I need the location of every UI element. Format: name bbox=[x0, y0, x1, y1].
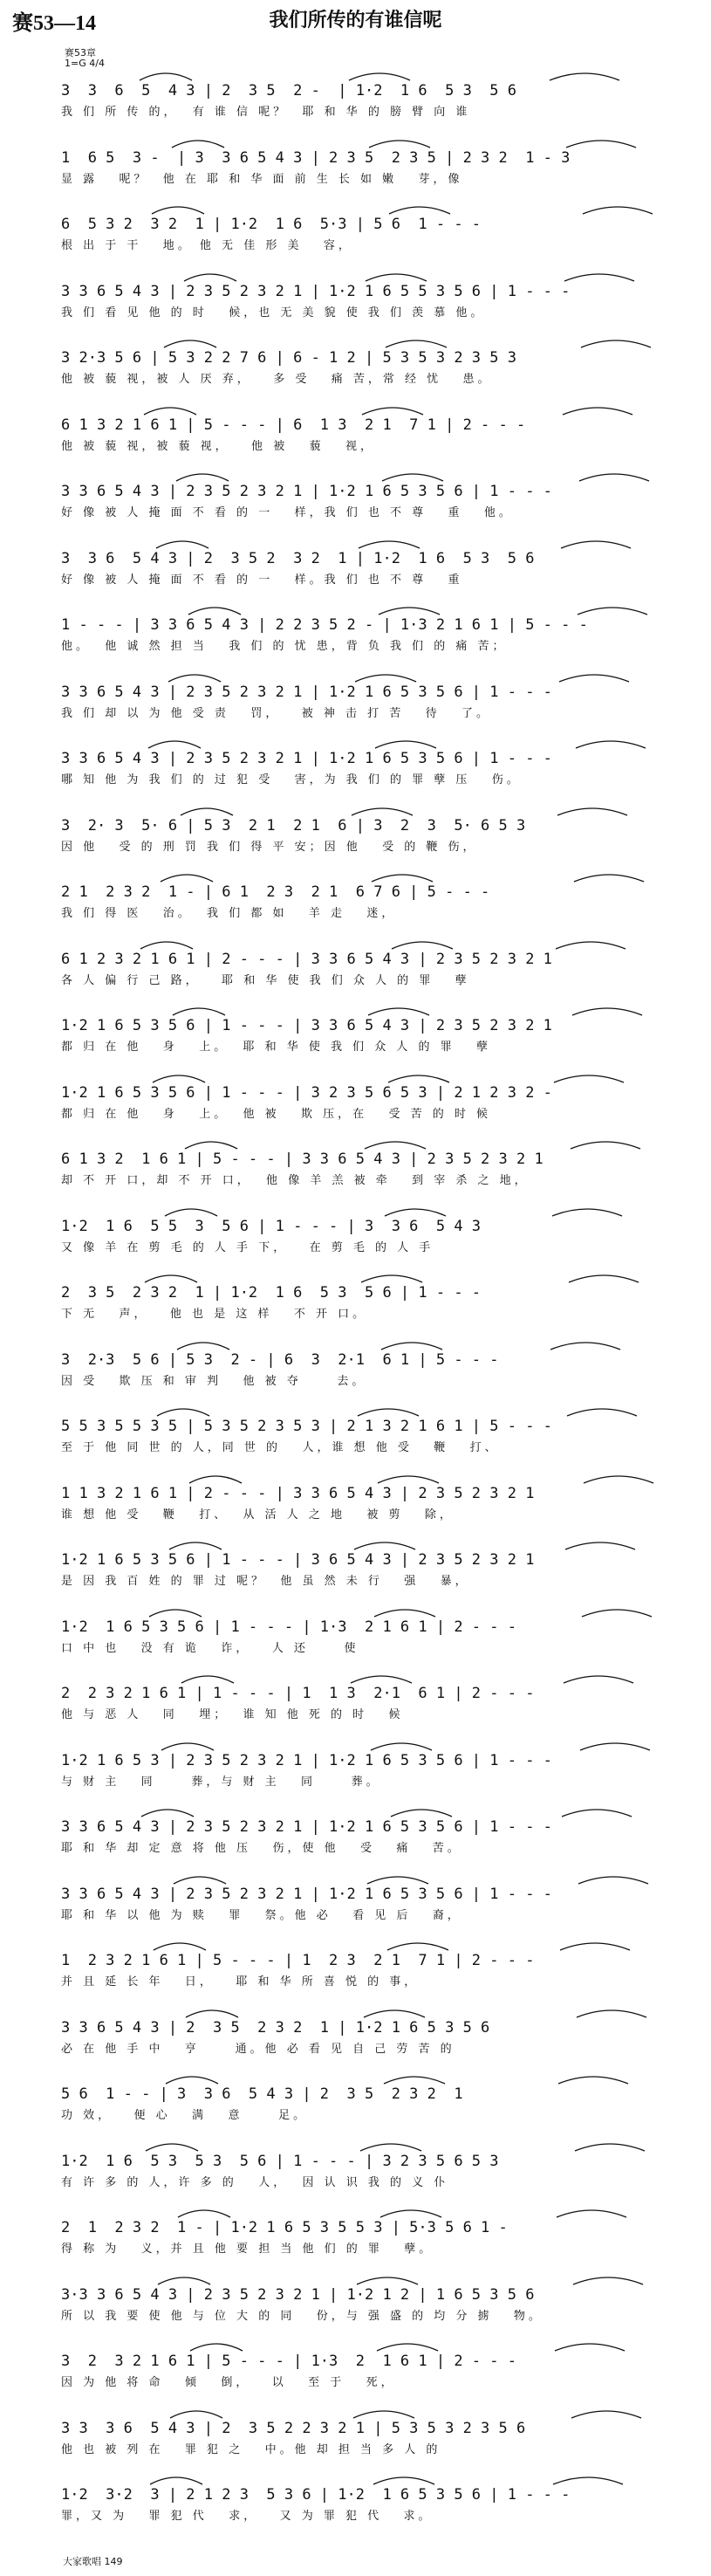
lyric-line: 他。 他 诚 然 担 当 我 们 的 忧 患，背 负 我 们 的 痛 苦； bbox=[61, 640, 508, 653]
lyric-line: 都 归 在 他 身 上。 他 被 欺 压，在 受 苦 的 时 候 bbox=[61, 1107, 492, 1121]
note-line: 1·2 1 6 5 3 5 6 | 1 - - - | 3 3 6 5 4 3 | 2 3 5 2 3 2 1 bbox=[61, 1017, 552, 1034]
note-line: 2 1 2 3 2 1 - | 6 1 2 3 2 1 6 7 6 | 5 - - - bbox=[61, 883, 490, 901]
lyric-line: 至 于 他 同 世 的 人，同 世 的 人，谁 想 他 受 鞭 打、 bbox=[61, 1441, 500, 1454]
score-row bbox=[61, 996, 707, 1057]
lyric-line: 他 被 藐 视，被 藐 视， 他 被 藐 视， bbox=[61, 439, 375, 453]
score-row bbox=[61, 195, 707, 256]
slur-marks bbox=[61, 1197, 707, 1218]
score-row bbox=[61, 1797, 707, 1858]
slur-marks bbox=[61, 1998, 707, 2019]
lyric-line: 口 中 也 没 有 诡 诈， 人 还 使 bbox=[61, 1641, 359, 1655]
note-line: 1·2 1 6 5 3 5 6 | 1 - - - | 3 6 5 4 3 | 2 3 5 2 3 2 1 bbox=[61, 1551, 535, 1569]
score-row bbox=[61, 61, 707, 122]
note-line: 3 3 6 5 4 3 | 2 3 5 2 3 2 1 | 1·2 1 6 5 5 3 5 6 | 1 - - - bbox=[61, 282, 571, 300]
score-row bbox=[61, 2132, 707, 2193]
score-row bbox=[61, 328, 707, 389]
note-line: 3 3 6 5 4 3 | 2 3 5 2 3 2 1 | 1·2 1 6 5 3 5 6 bbox=[61, 549, 535, 567]
note-line: 1 - - - | 3 3 6 5 4 3 | 2 2 3 5 2 - | 1·3 2 1 6 1 | 5 - - - bbox=[61, 616, 588, 634]
lyric-line: 好 像 被 人 掩 面 不 看 的 一 样。我 们 也 不 尊 重 bbox=[61, 573, 463, 587]
score-row bbox=[61, 663, 707, 724]
score-row bbox=[61, 1998, 707, 2059]
note-line: 6 1 3 2 1 6 1 | 5 - - - | 6 1 3 2 1 7 1 | 2 - - - bbox=[61, 416, 526, 434]
lyric-line: 与 财 主 同 葬，与 财 主 同 葬。 bbox=[61, 1775, 381, 1789]
slur-marks bbox=[61, 2265, 707, 2286]
score-row bbox=[61, 529, 707, 590]
slur-marks bbox=[61, 729, 707, 750]
slur-marks bbox=[61, 1330, 707, 1351]
lyric-line: 我 们 所 传 的， 有 谁 信 呢？ 耶 和 华 的 膀 臂 向 谁 bbox=[61, 106, 471, 119]
slur-marks bbox=[61, 2399, 707, 2420]
lyric-line: 谁 想 他 受 鞭 打、 从 活 人 之 地 被 剪 除， bbox=[61, 1508, 455, 1522]
score-row bbox=[61, 1664, 707, 1725]
score-row bbox=[61, 462, 707, 523]
slur-marks bbox=[61, 1397, 707, 1418]
note-line: 2 3 5 2 3 2 1 | 1·2 1 6 5 3 5 6 | 1 - - - bbox=[61, 1284, 482, 1302]
slur-marks bbox=[61, 529, 707, 550]
note-line: 1·2 1 6 5 3 5 6 | 1 - - - | 3 2 3 5 6 5 3 | 2 1 2 3 2 - bbox=[61, 1083, 552, 1102]
lyric-line: 因 受 欺 压 和 审 判 他 被 夺 去。 bbox=[61, 1374, 367, 1388]
key-signature: 1=G 4/4 bbox=[65, 58, 105, 69]
lyric-line: 有 许 多 的 人，许 多 的 人， 因 认 识 我 的 义 仆 bbox=[61, 2175, 449, 2189]
lyric-line: 哪 知 他 为 我 们 的 过 犯 受 害，为 我 们 的 罪 孽 压 伤。 bbox=[61, 773, 522, 787]
source-label: 赛53章 bbox=[65, 47, 96, 58]
note-line: 3 2·3 5 6 | 5 3 2 - | 6 3 2·1 6 1 | 5 - - - bbox=[61, 1350, 499, 1369]
score-row bbox=[61, 1865, 707, 1926]
score-row bbox=[61, 1330, 707, 1391]
slur-marks bbox=[61, 61, 707, 82]
score-row bbox=[61, 1464, 707, 1525]
score-row bbox=[61, 796, 707, 857]
slur-marks bbox=[61, 663, 707, 683]
slur-marks bbox=[61, 1797, 707, 1818]
lyric-line: 根 出 于 干 地。 他 无 佳 形 美 容， bbox=[61, 239, 353, 252]
lyric-line: 必 在 他 手 中 亨 通。他 必 看 见 自 己 劳 苦 的 bbox=[61, 2042, 455, 2056]
note-line: 1·2 3·2 3 | 2 1 2 3 5 3 6 | 1·2 1 6 5 3 5 6 | 1 - - - bbox=[61, 2486, 571, 2504]
slur-marks bbox=[61, 128, 707, 149]
slur-marks bbox=[61, 796, 707, 817]
slur-marks bbox=[61, 1063, 707, 1084]
slur-marks bbox=[61, 996, 707, 1017]
footer-label: 大家歌唱 149 bbox=[63, 2556, 123, 2567]
score-row bbox=[61, 1931, 707, 1992]
note-line: 3 3 6 5 4 3 | 2 3 5 2 3 2 1 | 1·2 1 6 5 3 5 6 | 1 - - - bbox=[61, 483, 552, 500]
slur-marks bbox=[61, 1731, 707, 1752]
note-line: 3 3 6 5 4 3 | 2 3 5 2 3 2 1 | 1·2 1 6 5 3 5 6 bbox=[61, 2018, 490, 2037]
slur-marks bbox=[61, 1597, 707, 1618]
note-line: 5 6 1 - - | 3 3 6 5 4 3 | 2 3 5 2 3 2 1 bbox=[61, 2085, 463, 2103]
score-row bbox=[61, 1731, 707, 1792]
slur-marks bbox=[61, 1530, 707, 1551]
lyric-line: 耶 和 华 以 他 为 赎 罪 祭。他 必 看 见 后 裔， bbox=[61, 1908, 462, 1922]
score-row bbox=[61, 1130, 707, 1191]
note-line: 1 2 3 2 1 6 1 | 5 - - - | 1 2 3 2 1 7 1 | 2 - - - bbox=[61, 1952, 535, 1969]
note-line: 6 1 3 2 1 6 1 | 5 - - - | 3 3 6 5 4 3 | 2 3 5 2 3 2 1 bbox=[61, 1151, 544, 1168]
lyric-line: 好 像 被 人 掩 面 不 看 的 一 样，我 们 也 不 尊 重 他。 bbox=[61, 506, 514, 519]
slur-marks bbox=[61, 2198, 707, 2219]
lyric-line: 又 像 羊 在 剪 毛 的 人 手 下， 在 剪 毛 的 人 手 bbox=[61, 1240, 434, 1254]
note-line: 3 3 6 5 4 3 | 2 3 5 2 3 2 1 | 1·2 1 6 5 3 5 6 | 1 - - - bbox=[61, 1885, 552, 1903]
lyric-line: 耶 和 华 却 定 意 将 他 压 伤，使 他 受 痛 苦。 bbox=[61, 1842, 462, 1855]
score-row bbox=[61, 930, 707, 991]
score-row bbox=[61, 1397, 707, 1458]
lyric-line: 所 以 我 要 使 他 与 位 大 的 同 份，与 强 盛 的 均 分 掳 物。 bbox=[61, 2309, 544, 2323]
lyric-line: 却 不 开 口，却 不 开 口， 他 像 羊 羔 被 牵 到 宰 杀 之 地， bbox=[61, 1174, 530, 1187]
score-row bbox=[61, 1063, 707, 1124]
note-line: 3 3 3 6 5 4 3 | 2 3 5 2 2 3 2 1 | 5 3 5 3 2 3 5 6 bbox=[61, 2419, 526, 2437]
note-line: 3 3 6 5 4 3 | 2 3 5 2 3 2 1 | 1·2 1 6 5 3 5 6 | 1 - - - bbox=[61, 750, 552, 767]
slur-marks bbox=[61, 328, 707, 349]
note-line: 3·3 3 6 5 4 3 | 2 3 5 2 3 2 1 | 1·2 1 2 | 1 6 5 3 5 6 bbox=[61, 2285, 535, 2304]
slur-marks bbox=[61, 2465, 707, 2486]
lyric-line: 得 称 为 义，并 且 他 要 担 当 他 们 的 罪 孽。 bbox=[61, 2243, 434, 2256]
slur-marks bbox=[61, 2132, 707, 2153]
slur-marks bbox=[61, 930, 707, 951]
lyric-line: 因 为 他 将 命 倾 倒， 以 至 于 死， bbox=[61, 2376, 396, 2389]
lyric-line: 都 归 在 他 身 上。 耶 和 华 使 我 们 众 人 的 罪 孽 bbox=[61, 1041, 492, 1054]
lyric-line: 是 因 我 百 姓 的 罪 过 呢？ 他 虽 然 未 行 强 暴， bbox=[61, 1575, 470, 1588]
score-row bbox=[61, 729, 707, 790]
score-row bbox=[61, 128, 707, 189]
score-row bbox=[61, 862, 707, 924]
score-row bbox=[61, 1197, 707, 1258]
slur-marks bbox=[61, 1931, 707, 1952]
note-line: 1·2 1 6 5 3 | 2 3 5 2 3 2 1 | 1·2 1 6 5 3 5 6 | 1 - - - bbox=[61, 1751, 552, 1769]
slur-marks bbox=[61, 1263, 707, 1284]
slur-marks bbox=[61, 1865, 707, 1886]
slur-marks bbox=[61, 195, 707, 216]
note-line: 3 2·3 5 6 | 5 3 2 2 7 6 | 6 - 1 2 | 5 3 5 3 2 3 5 3 bbox=[61, 349, 516, 367]
note-line: 3 3 6 5 4 3 | 2 3 5 2 - | 1·2 1 6 5 3 5 6 bbox=[61, 82, 516, 100]
slur-marks bbox=[61, 595, 707, 616]
lyric-line: 并 且 延 长 年 日， 耶 和 华 所 喜 悦 的 事， bbox=[61, 1975, 420, 1989]
song-title: 我们所传的有谁信呢 bbox=[269, 9, 442, 31]
slur-marks bbox=[61, 2332, 707, 2353]
note-line: 1·2 1 6 5 3 5 6 | 1 - - - | 1·3 2 1 6 1 | 2 - - - bbox=[61, 1618, 516, 1636]
score-row bbox=[61, 395, 707, 457]
note-line: 6 1 2 3 2 1 6 1 | 2 - - - | 3 3 6 5 4 3 | 2 3 5 2 3 2 1 bbox=[61, 950, 552, 968]
lyric-line: 下 无 声， 他 也 是 这 样 不 开 口。 bbox=[61, 1308, 368, 1321]
note-line: 1·2 1 6 5 3 5 3 5 6 | 1 - - - | 3 2 3 5 6 5 3 bbox=[61, 2152, 499, 2170]
note-line: 3 3 6 5 4 3 | 2 3 5 2 3 2 1 | 1·2 1 6 5 3 5 6 | 1 - - - bbox=[61, 1818, 552, 1836]
score-row bbox=[61, 1530, 707, 1591]
score-row bbox=[61, 262, 707, 323]
lyric-line: 显 露 呢？ 他 在 耶 和 华 面 前 生 长 如 嫩 芽，像 bbox=[61, 172, 463, 186]
slur-marks bbox=[61, 1130, 707, 1151]
lyric-line: 他 与 恶 人 同 埋； 谁 知 他 死 的 时 候 bbox=[61, 1708, 404, 1721]
score-row bbox=[61, 2198, 707, 2259]
note-line: 1·2 1 6 5 5 3 5 6 | 1 - - - | 3 3 6 5 4 3 bbox=[61, 1217, 482, 1235]
note-line: 5 5 3 5 5 3 5 | 5 3 5 2 3 5 3 | 2 1 3 2 1 6 1 | 5 - - - bbox=[61, 1418, 552, 1435]
lyric-line: 他 被 藐 视，被 人 厌 弃， 多 受 痛 苦，常 经 忧 患。 bbox=[61, 373, 493, 386]
lyric-line: 各 人 偏 行 己 路， 耶 和 华 使 我 们 众 人 的 罪 孽 bbox=[61, 973, 470, 987]
score-row bbox=[61, 2399, 707, 2460]
lyric-line: 我 们 看 见 他 的 时 候，也 无 美 貌 使 我 们 羡 慕 他。 bbox=[61, 306, 486, 319]
score-row bbox=[61, 1263, 707, 1324]
note-line: 3 2 3 2 1 6 1 | 5 - - - | 1·3 2 1 6 1 | 2 - - - bbox=[61, 2353, 516, 2370]
score-row bbox=[61, 1597, 707, 1659]
lyric-line: 罪，又 为 罪 犯 代 求， 又 为 罪 犯 代 求。 bbox=[61, 2510, 434, 2523]
score-row bbox=[61, 2332, 707, 2393]
slur-marks bbox=[61, 1664, 707, 1685]
score-row bbox=[61, 2265, 707, 2326]
note-line: 6 5 3 2 3 2 1 | 1·2 1 6 5·3 | 5 6 1 - - - bbox=[61, 216, 482, 233]
lyric-line: 他 也 被 列 在 罪 犯 之 中。他 却 担 当 多 人 的 bbox=[61, 2442, 441, 2456]
slur-marks bbox=[61, 395, 707, 416]
lyric-line: 功 效， 便 心 满 意 足。 bbox=[61, 2109, 309, 2122]
slur-marks bbox=[61, 462, 707, 483]
lyric-line: 因 他 受 的 刑 罚 我 们 得 平 安；因 他 受 的 鞭 伤， bbox=[61, 840, 478, 854]
slur-marks bbox=[61, 1464, 707, 1485]
note-line: 2 2 3 2 1 6 1 | 1 - - - | 1 1 3 2·1 6 1 | 2 - - - bbox=[61, 1685, 535, 1702]
slur-marks bbox=[61, 862, 707, 883]
note-line: 1 1 3 2 1 6 1 | 2 - - - | 3 3 6 5 4 3 | 2 3 5 2 3 2 1 bbox=[61, 1484, 535, 1502]
note-line: 3 3 6 5 4 3 | 2 3 5 2 3 2 1 | 1·2 1 6 5 3 5 6 | 1 - - - bbox=[61, 683, 552, 701]
note-line: 1 6 5 3 - | 3 3 6 5 4 3 | 2 3 5 2 3 5 | 2 3 2 1 - 3 bbox=[61, 148, 571, 167]
lyric-line: 我 们 却 以 为 他 受 责 罚， 被 神 击 打 苦 待 了。 bbox=[61, 706, 492, 720]
score-row bbox=[61, 2465, 707, 2526]
note-line: 3 2· 3 5· 6 | 5 3 2 1 2 1 6 | 3 2 3 5· 6 5 3 bbox=[61, 816, 526, 835]
slur-marks bbox=[61, 262, 707, 283]
score-row bbox=[61, 2064, 707, 2126]
score-row bbox=[61, 595, 707, 656]
slur-marks bbox=[61, 2064, 707, 2085]
note-line: 2 1 2 3 2 1 - | 1·2 1 6 5 3 5 5 3 | 5·3 5 6 1 - bbox=[61, 2219, 508, 2236]
lyric-line: 我 们 得 医 治。 我 们 都 如 羊 走 迷， bbox=[61, 907, 397, 920]
song-number: 赛53—14 bbox=[12, 12, 96, 35]
